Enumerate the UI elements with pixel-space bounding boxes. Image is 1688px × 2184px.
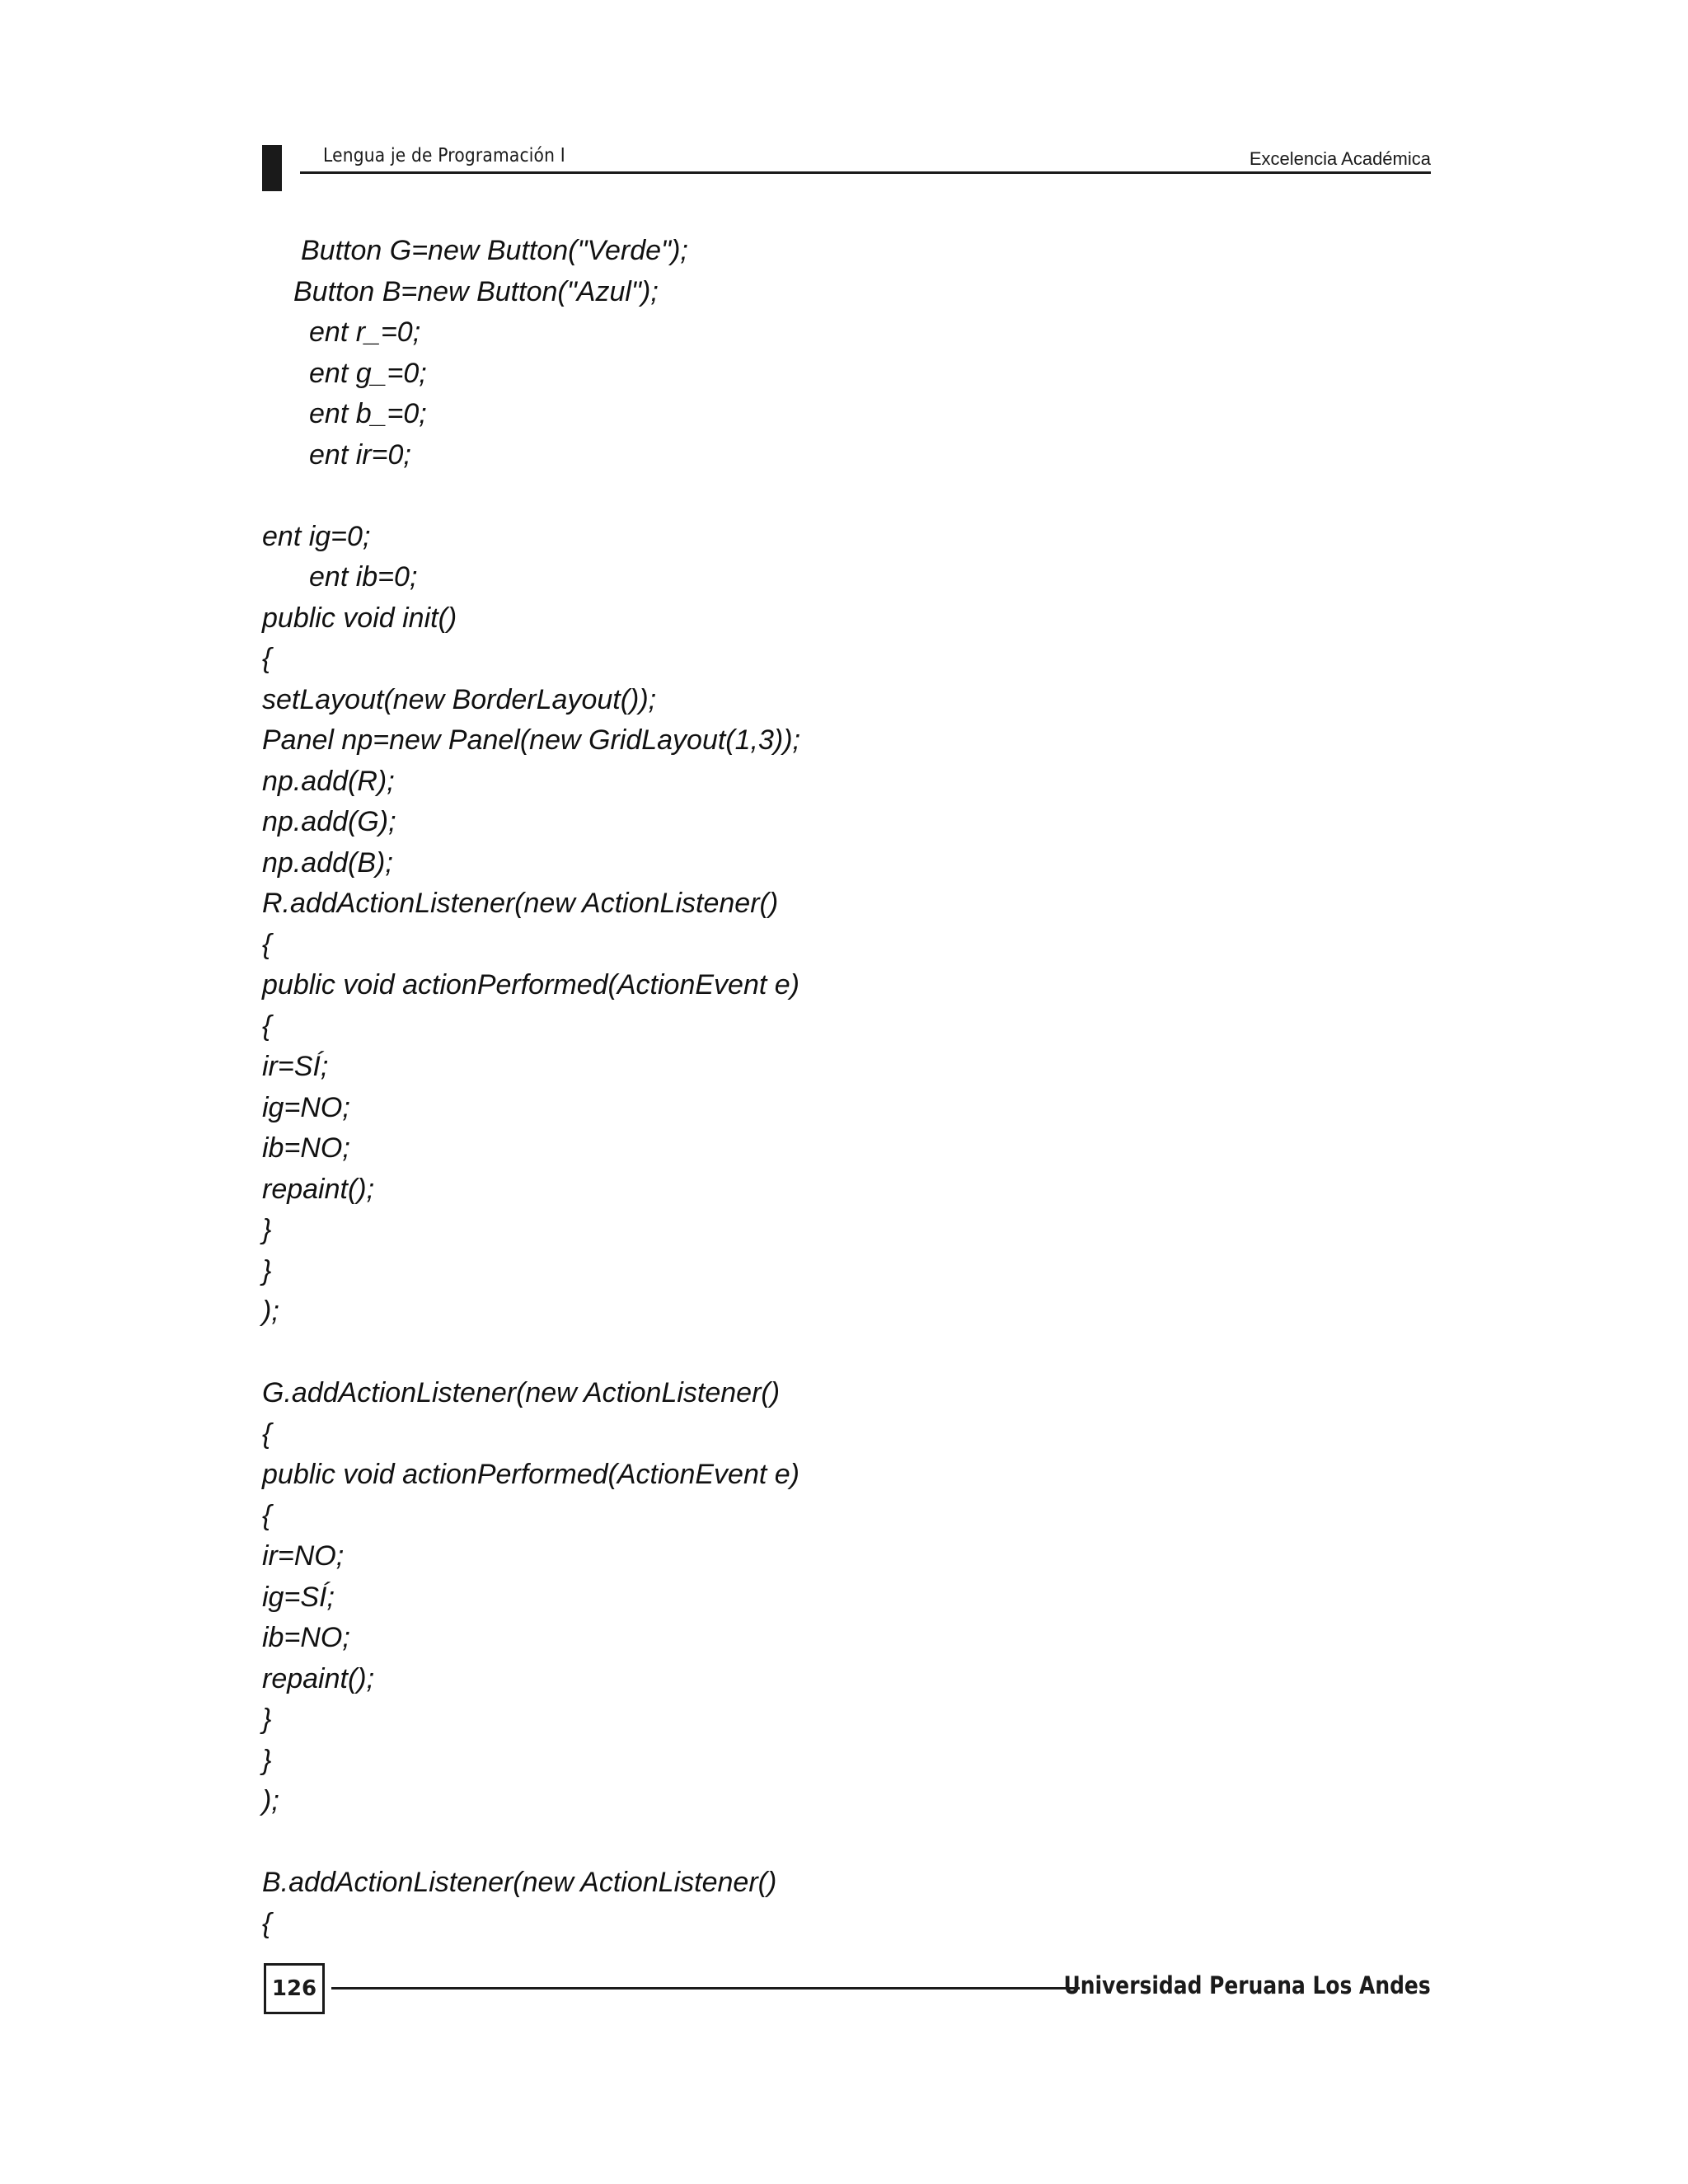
code-line: } (262, 1704, 272, 1735)
code-line: } (262, 1254, 272, 1286)
code-line: Button G=new Button("Verde"); (301, 235, 688, 266)
header-marker-block (262, 145, 282, 191)
code-line: { (262, 643, 272, 674)
code-blank-line (262, 1822, 1416, 1863)
code-line: np.add(B); (262, 846, 393, 879)
code-line: ir=NO; (262, 1540, 345, 1572)
code-line: repaint(); (262, 1173, 375, 1205)
code-line: public void init() (262, 602, 457, 634)
code-blank-line (262, 1333, 1416, 1374)
footer-divider (331, 1987, 1080, 1990)
code-line: setLayout(new BorderLayout()); (262, 683, 657, 715)
header-tagline: Excelencia Académica (1249, 148, 1431, 169)
code-line: ent b_=0; (309, 398, 427, 429)
code-line: Button B=new Button("Azul"); (293, 275, 659, 307)
code-line: ig=SÍ; (262, 1581, 335, 1613)
code-line: G.addActionListener(new ActionListener() (262, 1377, 781, 1408)
code-line: ent ig=0; (262, 520, 371, 552)
code-line: ent ib=0; (309, 561, 418, 593)
code-line: ir=SÍ; (262, 1051, 329, 1082)
code-blank-line (262, 476, 1416, 517)
code-line: ent ir=0; (309, 438, 411, 471)
code-line: ig=NO; (262, 1091, 350, 1123)
code-line: { (262, 1499, 272, 1531)
code-line: np.add(G); (262, 806, 396, 837)
code-line: { (262, 1907, 272, 1939)
code-line: ); (262, 1785, 279, 1816)
code-line: } (262, 1214, 272, 1245)
page-number: 126 (264, 1963, 325, 2014)
code-line: Panel np=new Panel(new GridLayout(1,3)); (262, 724, 800, 756)
code-line: repaint(); (262, 1662, 375, 1694)
code-line: public void actionPerformed(ActionEvent e) (262, 1459, 799, 1490)
code-line: R.addActionListener(new ActionListener() (262, 888, 779, 919)
code-line: np.add(R); (262, 765, 395, 797)
code-line: ent r_=0; (309, 316, 421, 348)
header-divider (300, 171, 1431, 174)
code-line: } (262, 1744, 272, 1776)
code-line: ib=NO; (262, 1132, 350, 1164)
header-course-title: Lengua je de Programación I (323, 145, 565, 166)
code-line: B.addActionListener(new ActionListener() (262, 1867, 777, 1898)
code-line: { (262, 1010, 272, 1042)
code-line: public void actionPerformed(ActionEvent e) (262, 969, 799, 1001)
code-listing (262, 231, 1416, 1944)
code-line: { (262, 928, 272, 960)
code-line: { (262, 1418, 272, 1450)
code-line: ); (262, 1296, 279, 1327)
code-line: ib=NO; (262, 1622, 350, 1653)
footer-publisher: Universidad Peruana Los Andes (1063, 1971, 1431, 1999)
code-line: ent g_=0; (309, 357, 427, 389)
